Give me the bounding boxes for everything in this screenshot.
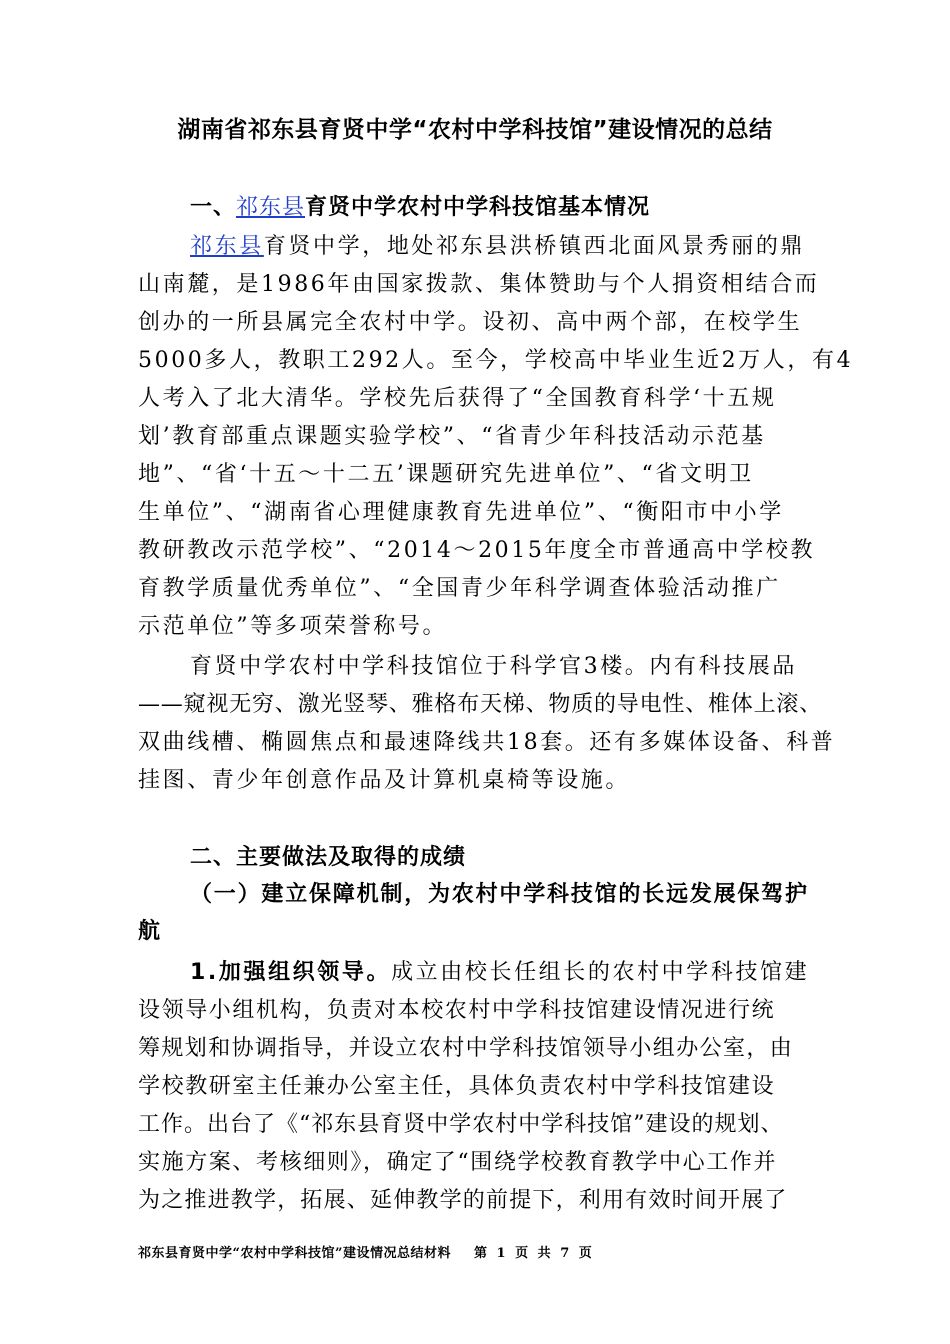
paragraph-1-first-text: 育贤中学，地处祁东县洪桥镇西北面风景秀丽的鼎 [263,234,806,259]
qidong-link-2[interactable]: 祁东县 [190,234,264,259]
paragraph-3-line: 设领导小组机构，负责对本校农村中学科技馆建设情况进行统 [138,998,776,1023]
paragraph-2-line: 挂图、青少年创意作品及计算机桌椅等设施。 [138,768,631,793]
footer-total-label: 共 [537,1246,552,1261]
paragraph-1-line: 生单位”、“湖南省心理健康教育先进单位”、“衡阳市中小学 [138,500,784,525]
footer-page-number: 1 [496,1246,507,1261]
paragraph-3-line: 筹规划和协调指导，并设立农村中学科技馆领导小组办公室，由 [138,1036,794,1061]
paragraph-2-line: 育贤中学农村中学科技馆位于科学官3楼。内有科技展品 [190,654,797,679]
footer-page-label: 第 [474,1246,488,1261]
subsection-heading-1-cont: 航 [138,919,162,944]
paragraph-3-line: 实施方案、考核细则》，确定了“围绕学校教育教学中心工作并 [138,1150,778,1175]
paragraph-2-line: 双曲线槽、椭圆焦点和最速降线共18套。还有多媒体设备、科普 [138,730,836,755]
page-footer [138,1242,596,1261]
paragraph-3-line: 为之推进教学，拓展、延伸教学的前提下，利用有效时间开展了 [138,1188,788,1213]
qidong-link[interactable]: 祁东县 [236,195,306,220]
paragraph-1-line: 地”、“省‘十五～十二五’课题研究先进单位”、“省文明卫 [138,462,754,487]
paragraph-3-line [190,955,809,986]
paragraph-1-line: 示范单位”等多项荣誉称号。 [138,614,448,639]
paragraph-1-line: 5000多人，教职工292人。至今，学校高中毕业生近2万人，有4 [138,348,854,373]
paragraph-3-lead: 1.加强组织领导。 [190,960,392,985]
paragraph-1-line: 人考入了北大清华。学校先后获得了“全国教育科学‘十五规 [138,386,777,411]
section-heading-1 [190,190,650,221]
paragraph-1-line: 创办的一所县属完全农村中学。设初、高中两个部，在校学生 [138,310,803,335]
section-heading-1-prefix: 一、 [190,195,237,220]
section-heading-1-rest: 育贤中学农村中学科技馆基本情况 [305,195,651,220]
paragraph-1-line: 划’教育部重点课题实验学校”、“省青少年科技活动示范基 [138,424,766,449]
paragraph-1-line: 教研教改示范学校”、“2014～2015年度全市普通高中学校教 [138,538,816,563]
paragraph-1-line [190,229,805,260]
document-title: 湖南省祁东县育贤中学“农村中学科技馆”建设情况的总结 [177,117,773,143]
paragraph-3-first-text: 成立由校长任组长的农村中学科技馆建 [391,960,810,985]
footer-doc-title: 祁东县育贤中学“农村中学科技馆”建设情况总结材料 [138,1246,451,1261]
footer-total-number: 7 [560,1246,570,1261]
footer-total-unit: 页 [578,1246,593,1261]
paragraph-3-line: 学校教研室主任兼办公室主任，具体负责农村中学科技馆建设 [138,1074,776,1099]
footer-page-unit: 页 [515,1246,529,1261]
paragraph-1-line: 山南麓，是1986年由国家拨款、集体赞助与个人捐资相结合而 [138,272,820,297]
paragraph-3-line: 工作。出台了《“祁东县育贤中学农村中学科技馆”建设的规划、 [138,1112,784,1137]
paragraph-1-line: 育教学质量优秀单位”、“全国青少年科学调查体验活动推广 [138,576,781,601]
paragraph-2-line: ——窥视无穷、激光竖琴、雅格布天梯、物质的导电性、椎体上滚、 [138,692,823,717]
subsection-heading-1: （一）建立保障机制，为农村中学科技馆的长远发展保驾护 [190,882,809,907]
section-heading-2: 二、主要做法及取得的成绩 [190,845,467,870]
